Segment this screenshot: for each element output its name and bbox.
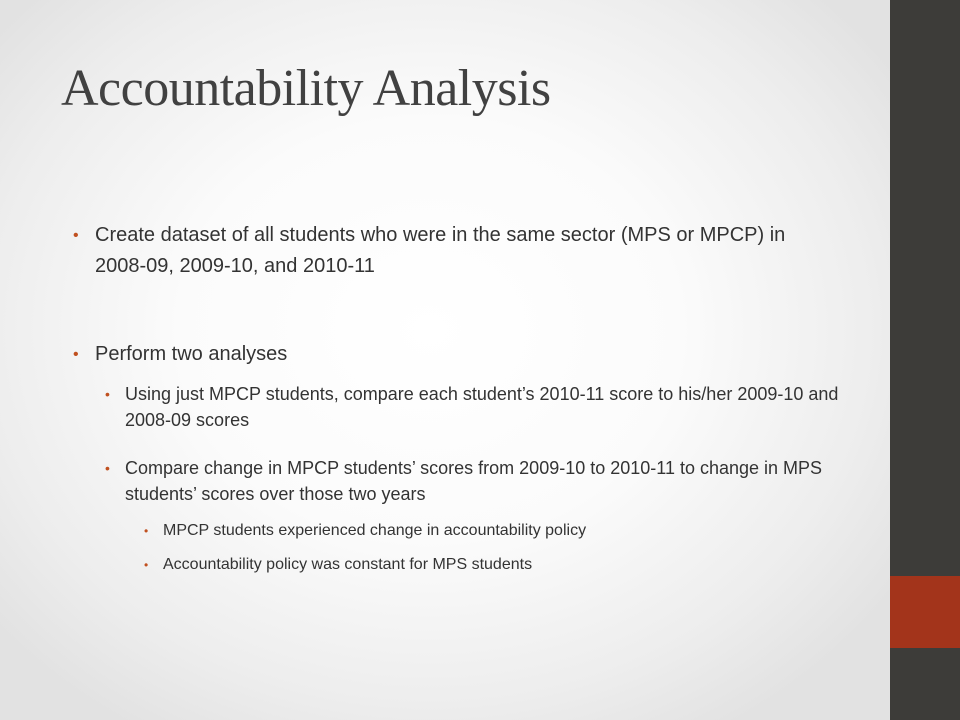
bullet-text: Using just MPCP students, compare each student’s 2010-11 score to his/her 2009-10 and 2008-09 scores (125, 384, 839, 430)
sub-sub-bullet-policy-constant (144, 554, 813, 576)
slide-title: Accountability Analysis (61, 60, 551, 117)
bullet-dot-icon: • (144, 558, 149, 572)
sub-bullet-mps-compare (105, 455, 845, 507)
sub-sub-bullet-policy-change (144, 520, 813, 542)
bullet-text: MPCP students experienced change in accountability policy (163, 522, 587, 539)
bullet-text: Accountability policy was constant for MPS students (163, 556, 533, 573)
sidebar-accent-block (890, 576, 960, 648)
bullet-text: Create dataset of all students who were in the same sector (MPS or MPCP) in 2008-09, 2009-10, and 2010-11 (95, 224, 786, 277)
bullet-perform-analyses (73, 339, 840, 370)
bullet-dot-icon: • (105, 386, 110, 402)
bullet-dot-icon: • (105, 460, 110, 476)
bullet-create-dataset (73, 220, 840, 282)
bullet-text: Perform two analyses (95, 343, 288, 365)
bullet-dot-icon: • (73, 227, 79, 244)
bullet-text: Compare change in MPCP students’ scores from 2009-10 to 2010-11 to change in MPS students’ scores over those two years (125, 458, 823, 504)
sub-bullet-mpcp-compare (105, 381, 845, 433)
bullet-dot-icon: • (73, 346, 79, 363)
bullet-dot-icon: • (144, 524, 149, 538)
